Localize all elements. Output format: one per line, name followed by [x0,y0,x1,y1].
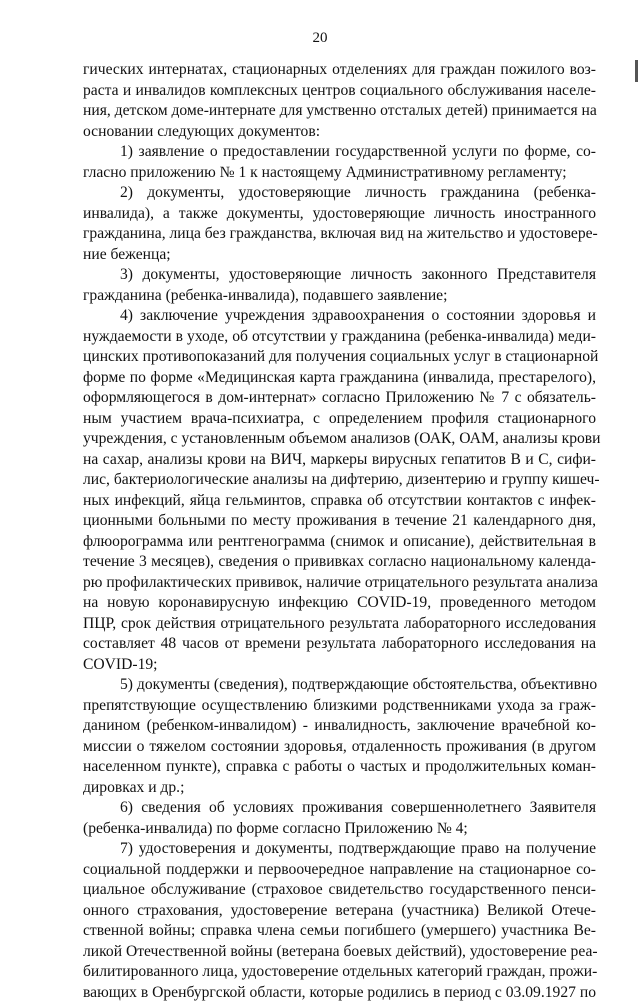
text-line: составляет 48 часов от времени результата лабораторного исследования на [83,634,596,655]
text-line: лис, бактериологические анализы на дифтерию, дизентерию и группу кишеч- [83,470,596,491]
text-line: вающих в Оренбургской области, которые родились в период с 03.09.1927 по [83,983,596,1003]
text-line: 7) удостоверения и документы, подтверждающие право на получение [83,839,596,860]
text-line: миссии о тяжелом состоянии здоровья, отдаленность проживания (в другом [83,737,596,758]
text-line: ционными больными по месту проживания в течение 21 календарного дня, [83,511,596,532]
text-line: рю профилактических прививок, наличие отрицательного результата анализа [83,573,596,594]
paragraph [83,798,596,839]
text-line: ных инфекций, яйца гельминтов, справка об отсутствии контактов с инфек- [83,491,596,512]
text-line: инвалида), а также документы, удостоверяющие личность иностранного [83,204,596,225]
paragraph [83,265,596,306]
text-line: 3) документы, удостоверяющие личность законного Представителя [83,265,596,286]
text-line: флюорограмма или рентгенограмма (снимок и описание), действительная в [83,532,596,553]
text-line: 2) документы, удостоверяющие личность гражданина (ребенка- [83,183,596,204]
paragraph [83,183,596,265]
text-line: ственной войны; справка члена семьи погибшего (умершего) участника Ве- [83,921,596,942]
text-line: циальное обслуживание (страховое свидетельство государственного пенси- [83,880,596,901]
text-line: оформляющегося в дом-интернат» согласно Приложению № 7 с обязатель- [83,388,596,409]
document-body [83,60,596,1003]
text-line: на сахар, анализы крови на ВИЧ, маркеры вирусных гепатитов В и С, сифи- [83,450,596,471]
text-line: на новую коронавирусную инфекцию COVID-19, проведенного методом [83,593,596,614]
text-line: форме по форме «Медицинская карта гражданина (инвалида, престарелого), [83,368,596,389]
text-line: гражданина, лица без гражданства, включая вид на жительство и удостовере- [83,224,596,245]
text-line: ние беженца; [83,245,596,266]
text-line: нуждаемости в уходе, об отсутствии у гражданина (ребенка-инвалида) меди- [83,327,596,348]
paragraph [83,142,596,183]
text-line: билитированного лица, удостоверение отдельных категорий граждан, прожи- [83,962,596,983]
text-line: гических интернатах, стационарных отделениях для граждан пожилого воз- [83,60,596,81]
text-line: течение 3 месяцев), сведения о прививках согласно национальному календа- [83,552,596,573]
page-number: 20 [0,30,640,47]
text-line: COVID-19; [83,655,596,676]
text-line: основании следующих документов: [83,122,596,143]
text-line: онного страхования, удостоверение ветерана (участника) Великой Отече- [83,901,596,922]
text-line: учреждения, с установленным объемом анализов (ОАК, ОАМ, анализы крови [83,429,596,450]
text-line: населенном пункте), справка с работы о частых и продолжительных коман- [83,757,596,778]
text-line: цинских противопоказаний для получения социальных услуг в стационарной [83,347,596,368]
text-line: гласно приложению № 1 к настоящему Административному регламенту; [83,163,596,184]
text-line: 6) сведения об условиях проживания совершеннолетнего Заявителя [83,798,596,819]
paragraph [83,675,596,798]
text-line: (ребенка-инвалида) по форме согласно Приложению № 4; [83,819,596,840]
paragraph [83,306,596,675]
paragraph [83,839,596,1003]
text-line: гражданина (ребенка-инвалида), подавшего заявление; [83,286,596,307]
text-line: данином (ребенком-инвалидом) - инвалидность, заключение врачебной ко- [83,716,596,737]
paragraph [83,60,596,142]
text-line: 1) заявление о предоставлении государственной услуги по форме, со- [83,142,596,163]
scan-edge-mark [635,60,638,82]
text-line: раста и инвалидов комплексных центров социального обслуживания населе- [83,81,596,102]
text-line: 4) заключение учреждения здравоохранения о состоянии здоровья и [83,306,596,327]
text-line: социальной поддержки и первоочередное направление на стационарное со- [83,860,596,881]
text-line: ликой Отечественной войны (ветерана боевых действий), удостоверение реа- [83,942,596,963]
text-line: дировках и др.; [83,778,596,799]
text-line: препятствующие осуществлению близкими родственниками ухода за граж- [83,696,596,717]
text-line: ния, детском доме-интернате для умственно отсталых детей) принимается на [83,101,596,122]
text-line: 5) документы (сведения), подтверждающие обстоятельства, объективно [83,675,596,696]
text-line: ным участием врача-психиатра, с определением профиля стационарного [83,409,596,430]
text-line: ПЦР, срок действия отрицательного результата лабораторного исследования [83,614,596,635]
